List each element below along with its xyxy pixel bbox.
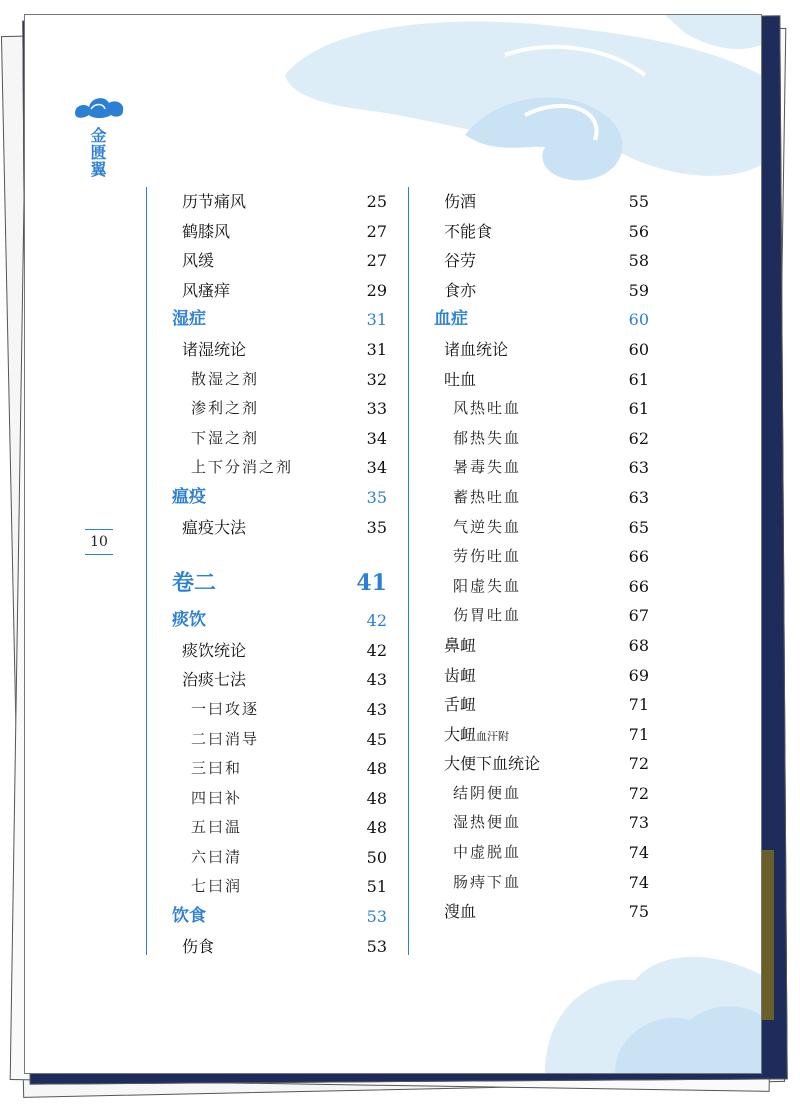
page-number: 10 — [85, 529, 113, 555]
toc-entry-page: 65 — [628, 517, 649, 537]
toc-entry-label — [182, 665, 246, 695]
toc-entry-label — [191, 424, 259, 454]
toc-entry-title: 吐血 — [444, 369, 477, 389]
toc-entry-page: 51 — [366, 877, 387, 897]
toc-entry-title: 诸湿统论 — [182, 339, 247, 359]
toc-entry-label — [453, 394, 521, 424]
toc-entry[interactable] — [147, 246, 387, 276]
toc-entry-label — [453, 572, 521, 602]
toc-entry-title: 五曰温 — [191, 818, 243, 837]
toc-entry[interactable] — [147, 424, 387, 454]
toc-entry-label — [191, 725, 259, 755]
toc-entry-page: 27 — [366, 251, 387, 271]
toc-page — [24, 14, 762, 1074]
toc-entry-page: 45 — [366, 729, 387, 749]
toc-entry-title: 鼻衄 — [444, 635, 477, 655]
cloud-logo-icon — [71, 91, 127, 121]
toc-entry-label — [191, 784, 242, 814]
toc-entry[interactable] — [409, 453, 649, 483]
toc-entry[interactable] — [409, 572, 649, 602]
toc-entry[interactable] — [147, 335, 387, 365]
toc-entry-label — [444, 187, 476, 217]
toc-entry-page: 71 — [628, 724, 649, 744]
toc-entry-page: 63 — [628, 458, 649, 478]
toc-entry-page: 48 — [366, 759, 387, 779]
toc-entry-label — [191, 813, 242, 843]
toc-entry-label — [444, 365, 476, 395]
toc-entry[interactable] — [147, 276, 387, 306]
toc-entry-label — [453, 779, 521, 809]
toc-entry-title: 卷二 — [172, 570, 217, 597]
toc-entry[interactable] — [147, 365, 387, 395]
toc-entry-title: 食亦 — [444, 280, 477, 300]
toc-entry[interactable] — [409, 217, 649, 247]
toc-entry-title: 七曰润 — [191, 877, 243, 896]
toc-entry-label — [182, 217, 230, 247]
toc-entry[interactable] — [147, 665, 387, 695]
toc-entry[interactable] — [147, 394, 387, 424]
toc-entry-page: 68 — [628, 635, 649, 655]
toc-entry-page: 34 — [366, 458, 387, 478]
toc-entry-title: 蓄热吐血 — [453, 487, 522, 506]
toc-entry-label — [182, 932, 214, 962]
toc-entry-label — [453, 513, 521, 543]
toc-entry-label — [453, 453, 521, 483]
toc-entry-title: 饮食 — [172, 906, 206, 927]
toc-entry[interactable] — [147, 695, 387, 725]
toc-entry-page: 42 — [366, 611, 387, 631]
toc-section-heading[interactable] — [409, 305, 649, 335]
toc-entry-page: 35 — [366, 487, 387, 507]
toc-entry[interactable] — [409, 779, 649, 809]
toc-section-heading[interactable] — [147, 305, 387, 335]
toc-entry-title: 痰饮统论 — [182, 640, 247, 660]
toc-entry-title: 大便下血统论 — [444, 754, 541, 774]
book-title: 金匮翼 — [88, 127, 107, 178]
toc-entry-title: 血症 — [434, 309, 468, 330]
toc-entry[interactable] — [147, 754, 387, 784]
toc-entry-page: 60 — [628, 339, 649, 359]
toc-entry[interactable] — [409, 513, 649, 543]
toc-entry-page: 61 — [628, 399, 649, 419]
toc-entry[interactable] — [147, 784, 387, 814]
toc-entry-label — [453, 601, 521, 631]
toc-entry-page: 50 — [366, 847, 387, 867]
toc-entry-page: 31 — [366, 310, 387, 330]
toc-entry-title: 鹤膝风 — [182, 221, 231, 241]
toc-entry[interactable] — [409, 394, 649, 424]
toc-entry-label — [182, 246, 214, 276]
toc-entry-page: 74 — [628, 872, 649, 892]
toc-entry[interactable] — [409, 897, 649, 927]
toc-entry-label — [182, 636, 246, 666]
toc-entry-title: 郁热失血 — [453, 428, 522, 447]
toc-entry-title: 中虚脱血 — [453, 843, 522, 862]
toc-entry-title: 四曰补 — [191, 788, 243, 807]
toc-entry-label — [434, 305, 468, 335]
toc-entry-label — [191, 695, 259, 725]
toc-entry-title: 瘟疫大法 — [182, 517, 247, 537]
toc-entry-label — [444, 276, 476, 306]
toc-entry-page: 73 — [628, 813, 649, 833]
toc-entry-title: 大衄 — [444, 724, 477, 744]
toc-entry-title: 湿症 — [172, 309, 206, 330]
toc-entry-page: 67 — [628, 606, 649, 626]
toc-entry-title: 风热吐血 — [453, 399, 522, 418]
toc-entry-label — [444, 690, 476, 720]
toc-entry[interactable] — [409, 276, 649, 306]
toc-entry-title: 一曰攻逐 — [191, 699, 260, 718]
toc-entry-title: 二曰消导 — [191, 729, 260, 748]
toc-entry-label — [172, 902, 206, 932]
toc-entry[interactable] — [409, 720, 649, 750]
toc-entry-title: 气逆失血 — [453, 517, 522, 536]
toc-entry-page: 48 — [366, 788, 387, 808]
toc-entry-note: 血汗附 — [476, 729, 510, 743]
toc-left-column — [146, 187, 387, 955]
toc-entry-page: 56 — [628, 221, 649, 241]
toc-entry-title: 风瘙痒 — [182, 280, 231, 300]
toc-volume-heading[interactable] — [147, 554, 387, 606]
toc-entry-label — [182, 513, 246, 543]
toc-entry-title: 齿衄 — [444, 665, 477, 685]
toc-entry-page: 72 — [628, 783, 649, 803]
toc-entry-label — [453, 424, 521, 454]
toc-entry-label — [182, 335, 246, 365]
toc-entry-label — [444, 246, 476, 276]
toc-entry-page: 66 — [628, 547, 649, 567]
toc-entry-title: 上下分消之剂 — [191, 458, 294, 477]
toc-entry[interactable] — [147, 217, 387, 247]
toc-entry-title: 谷劳 — [444, 251, 477, 271]
toc-entry-page: 35 — [366, 517, 387, 537]
toc-entry-title: 下湿之剂 — [191, 428, 260, 447]
toc-entry-page: 71 — [628, 695, 649, 715]
toc-entry-label — [191, 754, 242, 784]
toc-entry-title: 历节痛风 — [182, 192, 247, 211]
toc-entry-title: 湿热便血 — [453, 813, 522, 832]
toc-entry[interactable] — [147, 813, 387, 843]
toc-entry-label — [191, 394, 259, 424]
toc-entry-page: 72 — [628, 754, 649, 774]
toc-entry-label — [172, 554, 216, 612]
toc-entry-page: 59 — [628, 280, 649, 300]
toc-entry-page: 33 — [366, 399, 387, 419]
toc-entry-page: 58 — [628, 251, 649, 271]
toc-entry-page: 31 — [366, 339, 387, 359]
toc-entry[interactable] — [147, 872, 387, 902]
toc-entry[interactable] — [409, 749, 649, 779]
toc-entry-label — [444, 720, 509, 752]
toc-entry-label — [191, 843, 242, 873]
toc-entry-title: 风缓 — [182, 251, 215, 271]
toc-entry-page: 63 — [628, 487, 649, 507]
toc-section-heading[interactable] — [147, 902, 387, 932]
toc-entry-page: 48 — [366, 818, 387, 838]
toc-entry-title: 三曰和 — [191, 759, 243, 778]
toc-entry-page: 55 — [628, 192, 649, 211]
toc-entry-title: 暑毒失血 — [453, 458, 522, 477]
toc-entry-page: 43 — [366, 670, 387, 690]
toc-entry-title: 瘟疫 — [172, 486, 206, 507]
toc-right-column — [408, 187, 649, 955]
toc-entry-title: 伤胃吐血 — [453, 606, 522, 625]
toc-entry-page: 32 — [366, 369, 387, 389]
toc-entry-title: 肠痔下血 — [453, 872, 522, 891]
toc-entry-label — [182, 187, 246, 217]
toc-entry-title: 劳伤吐血 — [453, 547, 522, 566]
toc-entry[interactable] — [409, 868, 649, 898]
toc-entry[interactable] — [147, 725, 387, 755]
toc-entry-page: 29 — [366, 280, 387, 300]
toc-entry-title: 伤酒 — [444, 192, 477, 211]
toc-entry-label — [444, 217, 492, 247]
toc-entry-title: 散湿之剂 — [191, 369, 260, 388]
toc-entry-title: 痰饮 — [172, 610, 206, 631]
toc-entry-page: 43 — [366, 699, 387, 719]
toc-entry-label — [444, 749, 540, 779]
toc-entry-label — [453, 483, 521, 513]
toc-entry-label — [182, 276, 230, 306]
toc-entry-page: 66 — [628, 576, 649, 596]
toc-entry-title: 伤食 — [182, 936, 215, 956]
toc-entry[interactable] — [409, 631, 649, 661]
toc-entry-label — [453, 838, 521, 868]
toc-entry-label — [453, 868, 521, 898]
toc-entry-label — [191, 365, 259, 395]
toc-entry[interactable] — [409, 246, 649, 276]
toc-entry-label — [444, 661, 476, 691]
toc-entry-label — [172, 305, 206, 335]
toc-entry-page: 42 — [366, 640, 387, 660]
toc-entry[interactable] — [409, 838, 649, 868]
toc-entry-title: 治痰七法 — [182, 670, 247, 690]
toc-entry-label — [172, 483, 206, 513]
toc-entry-label — [453, 808, 521, 838]
toc-entry[interactable] — [409, 601, 649, 631]
toc-entry-title: 阳虚失血 — [453, 576, 522, 595]
toc-entry[interactable] — [409, 483, 649, 513]
toc-entry-page: 60 — [628, 310, 649, 330]
toc-entry-title: 舌衄 — [444, 695, 477, 715]
toc-entry-title: 六曰清 — [191, 847, 243, 866]
toc-entry-label — [191, 872, 242, 902]
toc-entry[interactable] — [409, 661, 649, 691]
toc-entry-title: 诸血统论 — [444, 339, 509, 359]
toc-section-heading[interactable] — [147, 606, 387, 636]
toc-entry[interactable] — [147, 843, 387, 873]
toc-entry-label — [444, 631, 476, 661]
toc-entry-page: 62 — [628, 428, 649, 448]
toc-section-heading[interactable] — [147, 483, 387, 513]
toc-entry[interactable] — [409, 690, 649, 720]
toc-entry-page: 27 — [366, 221, 387, 241]
toc-entry[interactable] — [409, 335, 649, 365]
toc-entry-title: 渗利之剂 — [191, 399, 260, 418]
toc-entry[interactable] — [409, 365, 649, 395]
toc-entry-page: 41 — [356, 570, 387, 597]
toc-entry-page: 75 — [628, 902, 649, 922]
toc-entry-page: 25 — [366, 192, 387, 211]
toc-entry-label — [444, 897, 476, 927]
toc-entry-page: 69 — [628, 665, 649, 685]
toc-entry[interactable] — [147, 636, 387, 666]
toc-entry[interactable] — [147, 187, 387, 217]
toc-entry-page: 74 — [628, 843, 649, 863]
toc-entry-page: 53 — [366, 907, 387, 927]
toc-entry[interactable] — [409, 424, 649, 454]
toc-entry-label — [191, 453, 293, 483]
toc-entry-label — [444, 335, 508, 365]
toc-entry-page: 34 — [366, 428, 387, 448]
toc-entry-page: 61 — [628, 369, 649, 389]
toc-entry-title: 结阴便血 — [453, 783, 522, 802]
toc-entry[interactable] — [409, 542, 649, 572]
cloud-decoration — [25, 15, 761, 1073]
toc-entry[interactable] — [147, 513, 387, 543]
toc-entry[interactable] — [409, 808, 649, 838]
toc-entry[interactable] — [409, 187, 649, 217]
toc-entry[interactable] — [147, 932, 387, 962]
toc-entry-title: 溲血 — [444, 902, 477, 922]
toc-entry-title: 不能食 — [444, 221, 493, 241]
toc-entry-label — [172, 606, 206, 636]
toc-entry-page: 53 — [366, 936, 387, 956]
toc-entry[interactable] — [147, 453, 387, 483]
toc-entry-label — [453, 542, 521, 572]
